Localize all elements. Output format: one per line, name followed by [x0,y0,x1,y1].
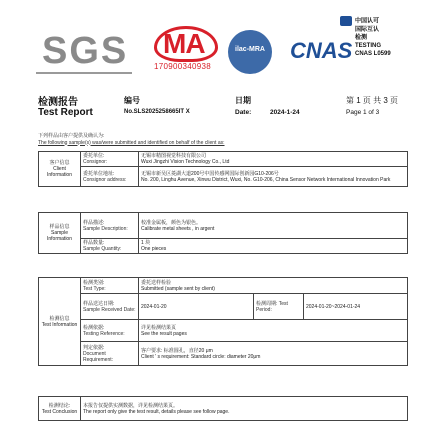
client-section-label [39,152,81,187]
conclusion-table [38,396,408,421]
received-date-value: 2024-01-20 [139,294,254,320]
sample-section-label [39,213,81,254]
section-cn: 检测信息 [49,315,70,322]
intro-statement [38,133,225,146]
test-type-value [139,278,408,294]
section-en: Test Conclusion [41,408,78,415]
test-type-label [81,278,139,294]
report-date: 2024-1-24 [270,109,300,116]
logo-strip [0,0,440,82]
sample-quantity-value [139,239,408,254]
address-label [81,167,139,187]
testing-reference-label [81,320,139,342]
ilac-mra-logo: ilac-MRA [235,46,265,53]
report-title-en: Test Report [38,107,93,118]
date-label-en: Date: [235,109,252,116]
label-en: Sample Description: [83,225,128,232]
report-number-label-cn: 编号 [124,96,140,105]
sample-info-table [38,212,408,254]
label-cn: 样品数量: [83,240,105,246]
label-cn: 样品送达日期: [83,300,115,307]
test-period-label [254,294,304,320]
section-cn: 样品信息 [49,224,70,230]
badge-line: 国际互认 [355,27,380,33]
test-period-value: 2024-01-20~2024-01-24 [304,294,408,320]
value-cn: 委托送样检验 [141,279,172,286]
cma-logo: MA [163,28,205,59]
value-en: No. 200, Linghu Avenue, Xinwu District, Wuxi, No. G10-206, China Sensor Network International Innovation Park [141,176,391,183]
value-en: Wuxi Jingzhi Vision Technology Co., Ltd [141,159,230,165]
value-en: See the result pages [141,330,187,337]
label-cn: 样品描述: [83,219,105,226]
value-cn: 客户要求: 标准圆孔，直径20 μm [141,347,213,354]
accreditation-flag-icon [340,16,352,26]
label-en: Test Period: [256,300,288,313]
value-cn: 详见检测结果页 [141,324,177,331]
label-en: Consignor: [83,159,108,165]
value-cn: 无锡市新吴区菱湖大道200号中国传感网国际创新园G10-206号 [141,170,279,177]
sample-quantity-label [81,239,139,254]
label-cn: 委托单位: [83,153,105,159]
label-en: Test Type: [83,285,106,292]
cnas-accreditation-badge [340,16,402,58]
badge-line: 中国认可 [355,18,380,25]
intro-cn: 下列样品由客户提供及确认为: [38,133,105,139]
value-en: Submitted (sample sent by client) [141,285,215,292]
badge-line: TESTING [355,43,382,49]
section-en: Client Information [46,166,72,178]
test-info-table [38,277,408,366]
section-en: Sample Information [46,230,72,242]
value-cn: 无锡市精图视觉科技有限公司 [141,153,207,159]
label-cn: 检测周期: [256,300,278,307]
report-title-cn: 检测报告 [38,97,78,108]
conclusion-section-label [39,397,81,421]
page-indicator-en: Page 1 of 3 [346,109,380,116]
section-cn: 检测结论: [48,402,71,409]
badge-line: CNAS L0599 [355,51,391,57]
label-en: Sample Quantity: [83,246,122,252]
address-value [139,167,408,187]
value-en: One pieces [141,246,167,252]
cma-number: 170900340938 [154,62,211,71]
label-cn: 检测依据: [83,324,105,331]
label-cn: 委托单位地址: [83,170,115,177]
label-en: Document Requirement: [83,350,114,363]
document-requirement-label [81,342,139,366]
sgs-logo: SGS [42,30,129,72]
cnas-logo: CNAS [290,38,353,63]
label-cn: 检测类别: [83,279,105,286]
intro-en: The following sample(s) was/were submitted and identified on behalf of the client as: [38,139,225,146]
date-label-cn: 日期 [235,96,251,105]
value-cn: 本报告仅提供实测数据，详见检测结果页。 [83,402,179,409]
page-indicator-cn: 第 1 页 共 3 页 [346,96,399,105]
document-requirement-value [139,342,408,366]
consignor-value [139,152,408,167]
sgs-logo-underline [36,72,132,74]
testing-reference-value [139,320,408,342]
section-en: Test Information [41,321,78,328]
value-en: Client ' s requirement: Standard circle: diameter 20μm [141,353,261,360]
sample-description-value [139,213,408,239]
sample-description-label [81,213,139,239]
label-en: Sample Received Date: [83,306,136,313]
received-date-label [81,294,139,320]
section-cn: 客户信息 [49,160,70,166]
value-en: The report only give the test result, details please see follow page. [83,408,230,415]
consignor-label [81,152,139,167]
conclusion-value [81,397,408,421]
label-cn: 判定依据: [83,344,105,351]
label-en: Testing Reference: [83,330,125,337]
report-number: No.SLS2025258665IT X [124,109,190,115]
client-info-table [38,151,408,187]
value-en: Calibrate metal sheets , in argent [141,225,215,232]
badge-line: 检测 [355,35,368,41]
label-en: Consignor address: [83,176,127,183]
value-cn: 校准金属板，颜色为银色。 [141,219,202,226]
value-cn: 1 块 [141,240,151,246]
test-section-label [39,278,81,366]
